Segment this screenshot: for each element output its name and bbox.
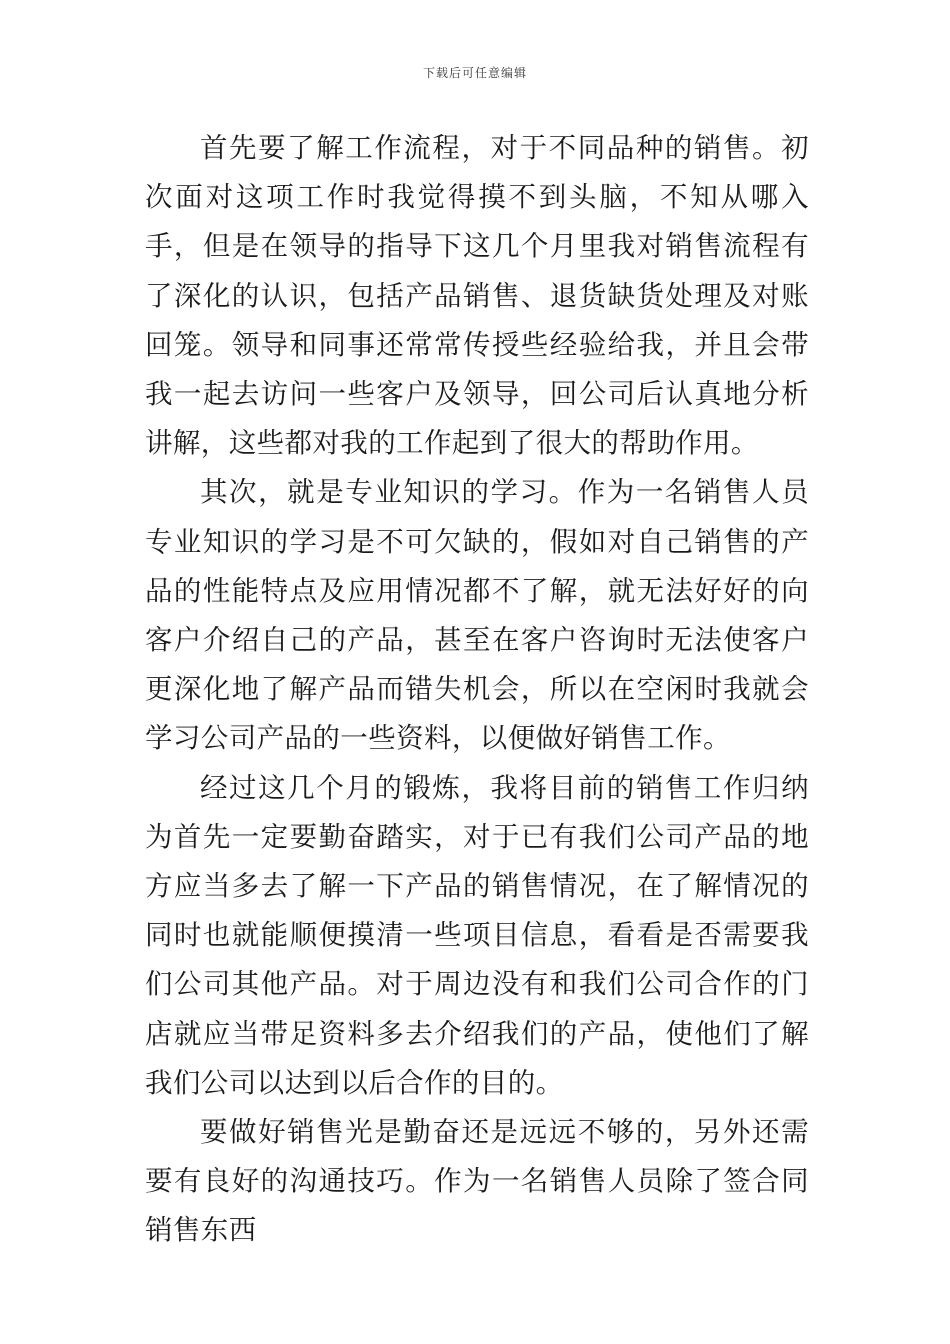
paragraph-4: 要做好销售光是勤奋还是远远不够的，另外还需要有良好的沟通技巧。作为一名销售人员除了签合同销售东西	[145, 1116, 809, 1247]
paragraph-3: 经过这几个月的锻炼，我将目前的销售工作归纳为首先一定要勤奋踏实，对于已有我们公司产品的地方应当多去了解一下产品的销售情况，在了解情况的同时也就能顺便摸清一些项目信息，看看是否需要我们公司其他产品。对于周边没有和我们公司合作的门店就应当带足资料多去介绍我们的产品，使他们了解我们公司以达到以后合作的目的。	[145, 771, 809, 1099]
document-body	[145, 124, 809, 1256]
page-header: 下载后可任意编辑	[422, 66, 527, 80]
paragraph-2: 其次，就是专业知识的学习。作为一名销售人员专业知识的学习是不可欠缺的，假如对自己销售的产品的性能特点及应用情况都不了解，就无法好好的向客户介绍自己的产品，甚至在客户咨询时无法使客户更深化地了解产品而错失机会，所以在空闲时我就会学习公司产品的一些资料，以便做好销售工作。	[145, 476, 809, 755]
paragraph-1: 首先要了解工作流程，对于不同品种的销售。初次面对这项工作时我觉得摸不到头脑，不知从哪入手，但是在领导的指导下这几个月里我对销售流程有了深化的认识，包括产品销售、退货缺货处理及对账回笼。领导和同事还常常传授些经验给我，并且会带我一起去访问一些客户及领导，回公司后认真地分析讲解，这些都对我的工作起到了很大的帮助作用。	[145, 132, 809, 460]
